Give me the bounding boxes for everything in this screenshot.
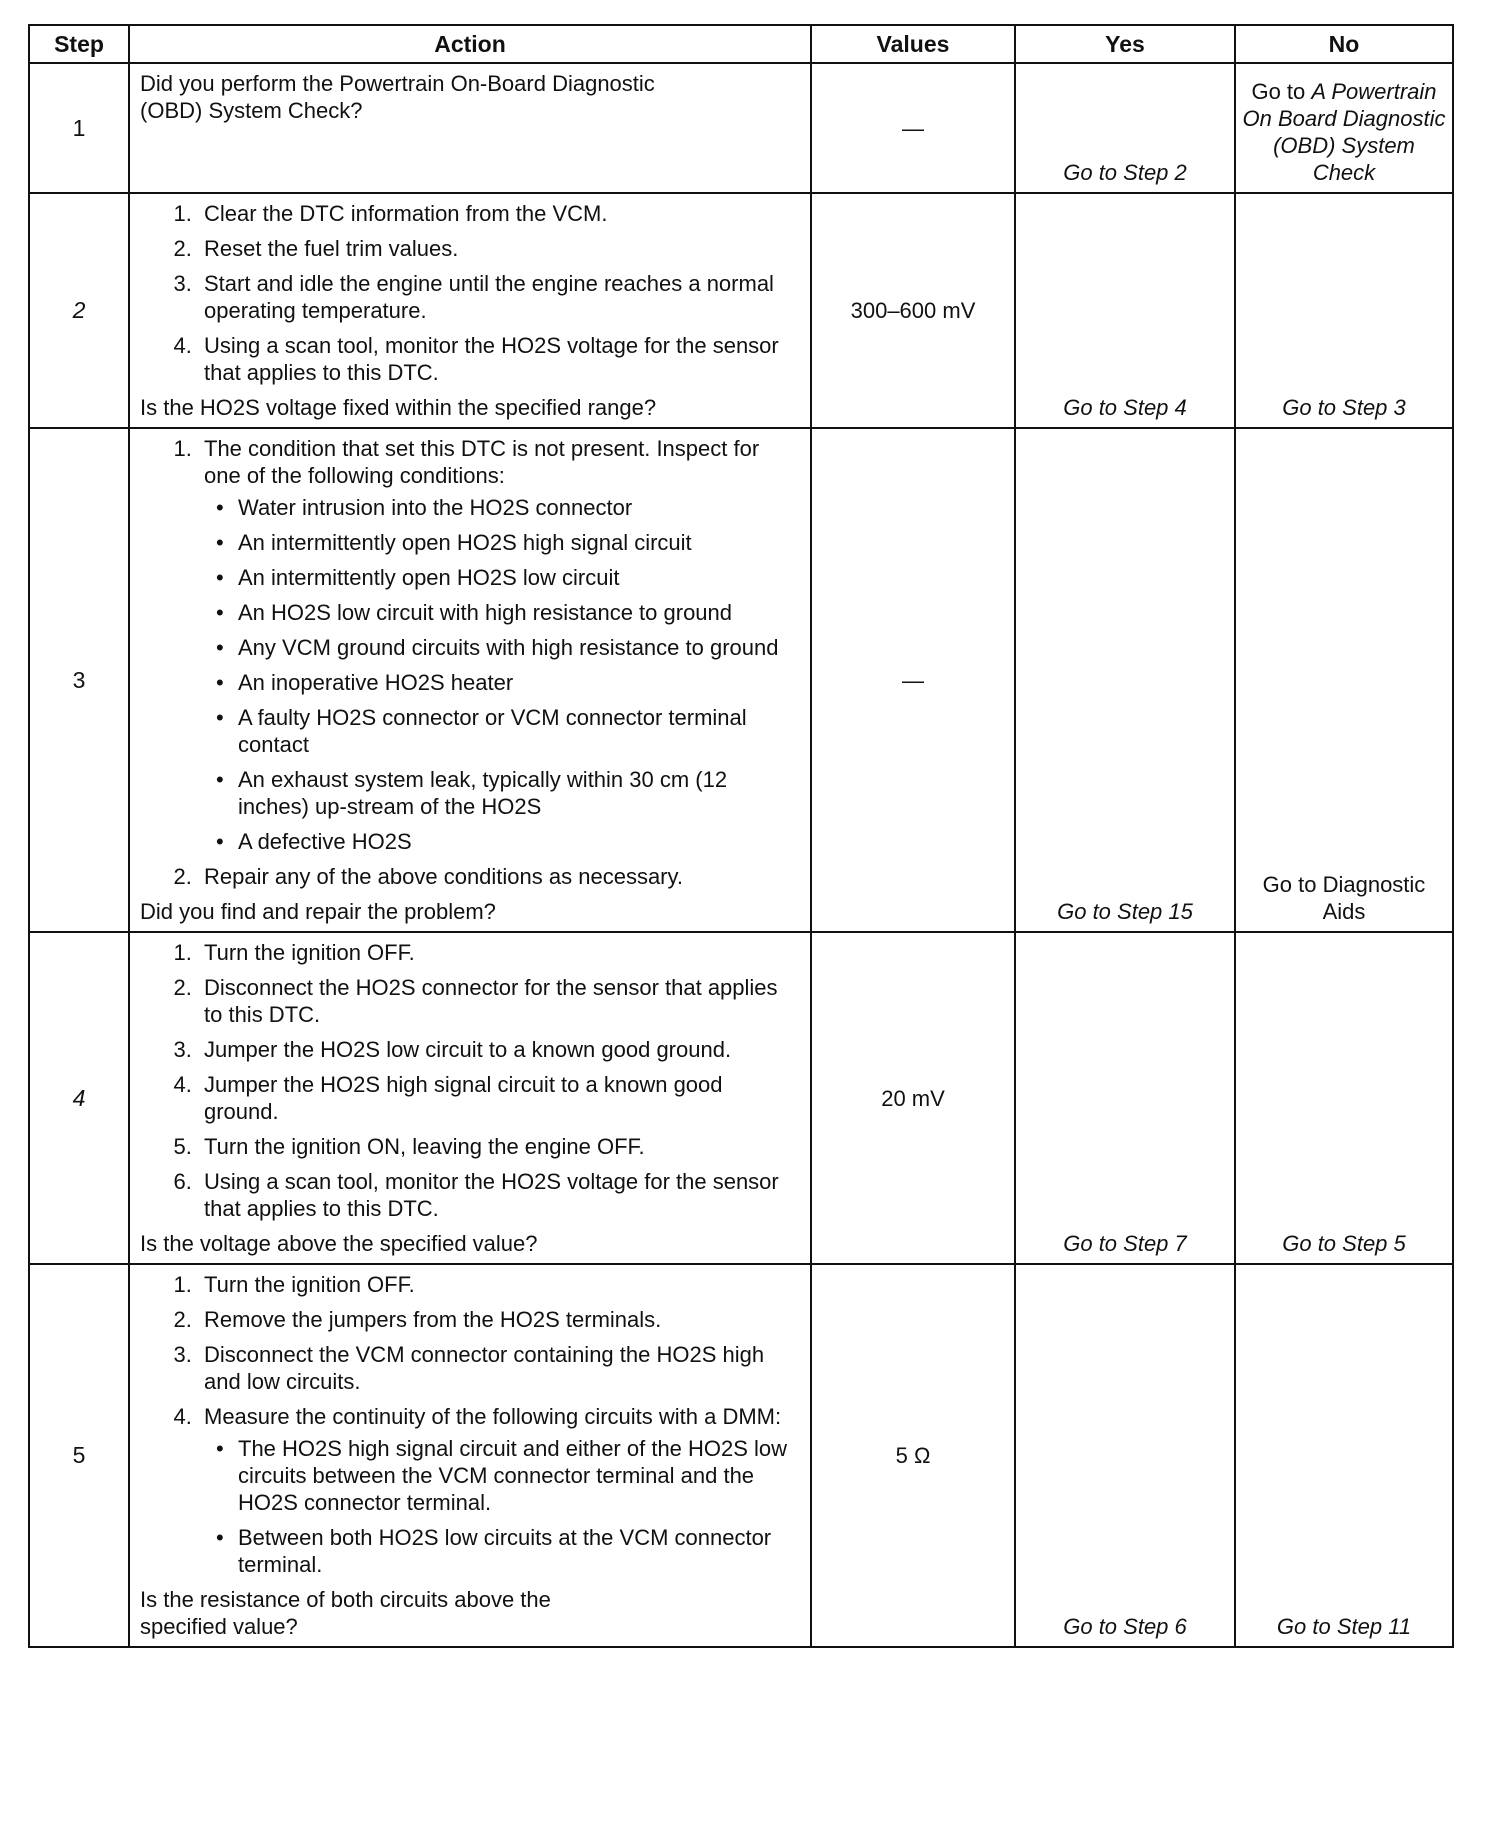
step-number: 3: [29, 428, 129, 932]
action-steps: [140, 200, 800, 386]
no-cell: [1235, 63, 1453, 193]
circuit-item: • The HO2S high signal circuit and either of the HO2S low circuits between the VCM connector terminal and the HO2S connector terminal.: [238, 1435, 800, 1516]
action-step: 3. Jumper the HO2S low circuit to a known good ground.: [198, 1036, 800, 1063]
no-cell: Go to Step 11: [1235, 1264, 1453, 1647]
condition-item: • An intermittently open HO2S low circuit: [238, 564, 800, 591]
action-cell: [129, 1264, 811, 1647]
action-steps: [140, 939, 800, 1222]
header-step: Step: [29, 25, 129, 63]
header-yes: Yes: [1015, 25, 1235, 63]
table-row-step-5: [29, 1264, 1453, 1647]
action-cell: [129, 63, 811, 193]
header-action: Action: [129, 25, 811, 63]
yes-cell: Go to Step 4: [1015, 193, 1235, 428]
action-step: 6. Using a scan tool, monitor the HO2S voltage for the sensor that applies to this DTC.: [198, 1168, 800, 1222]
condition-item: • An HO2S low circuit with high resistance to ground: [238, 599, 800, 626]
condition-list: [204, 494, 800, 855]
condition-item: • An exhaust system leak, typically within 30 cm (12 inches) up-stream of the HO2S: [238, 766, 800, 820]
header-no: No: [1235, 25, 1453, 63]
action-step: 2. Reset the fuel trim values.: [198, 235, 800, 262]
table-row-step-2: [29, 193, 1453, 428]
values-cell: 300–600 mV: [811, 193, 1015, 428]
action-question: Did you perform the Powertrain On-Board Diagnostic (OBD) System Check?: [140, 71, 655, 123]
action-step: 3. Disconnect the VCM connector containing the HO2S high and low circuits.: [198, 1341, 800, 1395]
circuit-list: [204, 1435, 800, 1578]
circuit-item: • Between both HO2S low circuits at the VCM connector terminal.: [238, 1524, 800, 1578]
condition-item: • An inoperative HO2S heater: [238, 669, 800, 696]
no-cell: Go to Step 5: [1235, 932, 1453, 1264]
table-row-step-1: [29, 63, 1453, 193]
header-row: [29, 25, 1453, 63]
action-step: 2. Remove the jumpers from the HO2S terminals.: [198, 1306, 800, 1333]
action-step: 3. Start and idle the engine until the engine reaches a normal operating temperature.: [198, 270, 800, 324]
step-number: 2: [29, 193, 129, 428]
condition-item: • Water intrusion into the HO2S connector: [238, 494, 800, 521]
table-row-step-3: [29, 428, 1453, 932]
condition-item: • An intermittently open HO2S high signal circuit: [238, 529, 800, 556]
diagnostic-table: [28, 24, 1454, 1648]
action-step: 4. Jumper the HO2S high signal circuit to a known good ground.: [198, 1071, 800, 1125]
action-step: 1. Turn the ignition OFF.: [198, 1271, 800, 1298]
condition-item: • A faulty HO2S connector or VCM connector terminal contact: [238, 704, 800, 758]
action-step: [198, 1403, 800, 1578]
condition-item: • Any VCM ground circuits with high resistance to ground: [238, 634, 800, 661]
action-step: 1. Clear the DTC information from the VCM.: [198, 200, 800, 227]
action-question: Is the HO2S voltage fixed within the specified range?: [140, 395, 657, 420]
no-prefix: Go to: [1251, 79, 1306, 104]
values-cell: —: [811, 63, 1015, 193]
table-row-step-4: [29, 932, 1453, 1264]
values-cell: 5 Ω: [811, 1264, 1015, 1647]
header-values: Values: [811, 25, 1015, 63]
action-step: 4. Using a scan tool, monitor the HO2S voltage for the sensor that applies to this DTC.: [198, 332, 800, 386]
step-number: 5: [29, 1264, 129, 1647]
action-step-text: Measure the continuity of the following circuits with a DMM:: [204, 1404, 782, 1429]
action-step: 1. Turn the ignition OFF.: [198, 939, 800, 966]
yes-cell: Go to Step 6: [1015, 1264, 1235, 1647]
no-link: A Powertrain On Board Diagnostic (OBD) System Check: [1242, 79, 1446, 185]
step-number: 1: [29, 63, 129, 193]
no-cell: Go to Diagnostic Aids: [1235, 428, 1453, 932]
action-question: Is the resistance of both circuits above the specified value?: [140, 1587, 551, 1639]
action-steps: [140, 435, 800, 890]
action-question: Did you find and repair the problem?: [140, 899, 496, 924]
action-cell: [129, 428, 811, 932]
action-step: 2. Disconnect the HO2S connector for the sensor that applies to this DTC.: [198, 974, 800, 1028]
action-cell: [129, 932, 811, 1264]
action-step-text: The condition that set this DTC is not present. Inspect for one of the following conditions:: [204, 436, 760, 488]
values-cell: 20 mV: [811, 932, 1015, 1264]
yes-cell: Go to Step 7: [1015, 932, 1235, 1264]
action-step: 2. Repair any of the above conditions as necessary.: [198, 863, 800, 890]
yes-cell: Go to Step 15: [1015, 428, 1235, 932]
action-steps: [140, 1271, 800, 1578]
action-question: Is the voltage above the specified value?: [140, 1231, 538, 1256]
yes-cell: Go to Step 2: [1015, 63, 1235, 193]
condition-item: • A defective HO2S: [238, 828, 800, 855]
action-step: 5. Turn the ignition ON, leaving the engine OFF.: [198, 1133, 800, 1160]
step-number: 4: [29, 932, 129, 1264]
values-cell: —: [811, 428, 1015, 932]
action-cell: [129, 193, 811, 428]
no-cell: Go to Step 3: [1235, 193, 1453, 428]
action-step: [198, 435, 800, 855]
